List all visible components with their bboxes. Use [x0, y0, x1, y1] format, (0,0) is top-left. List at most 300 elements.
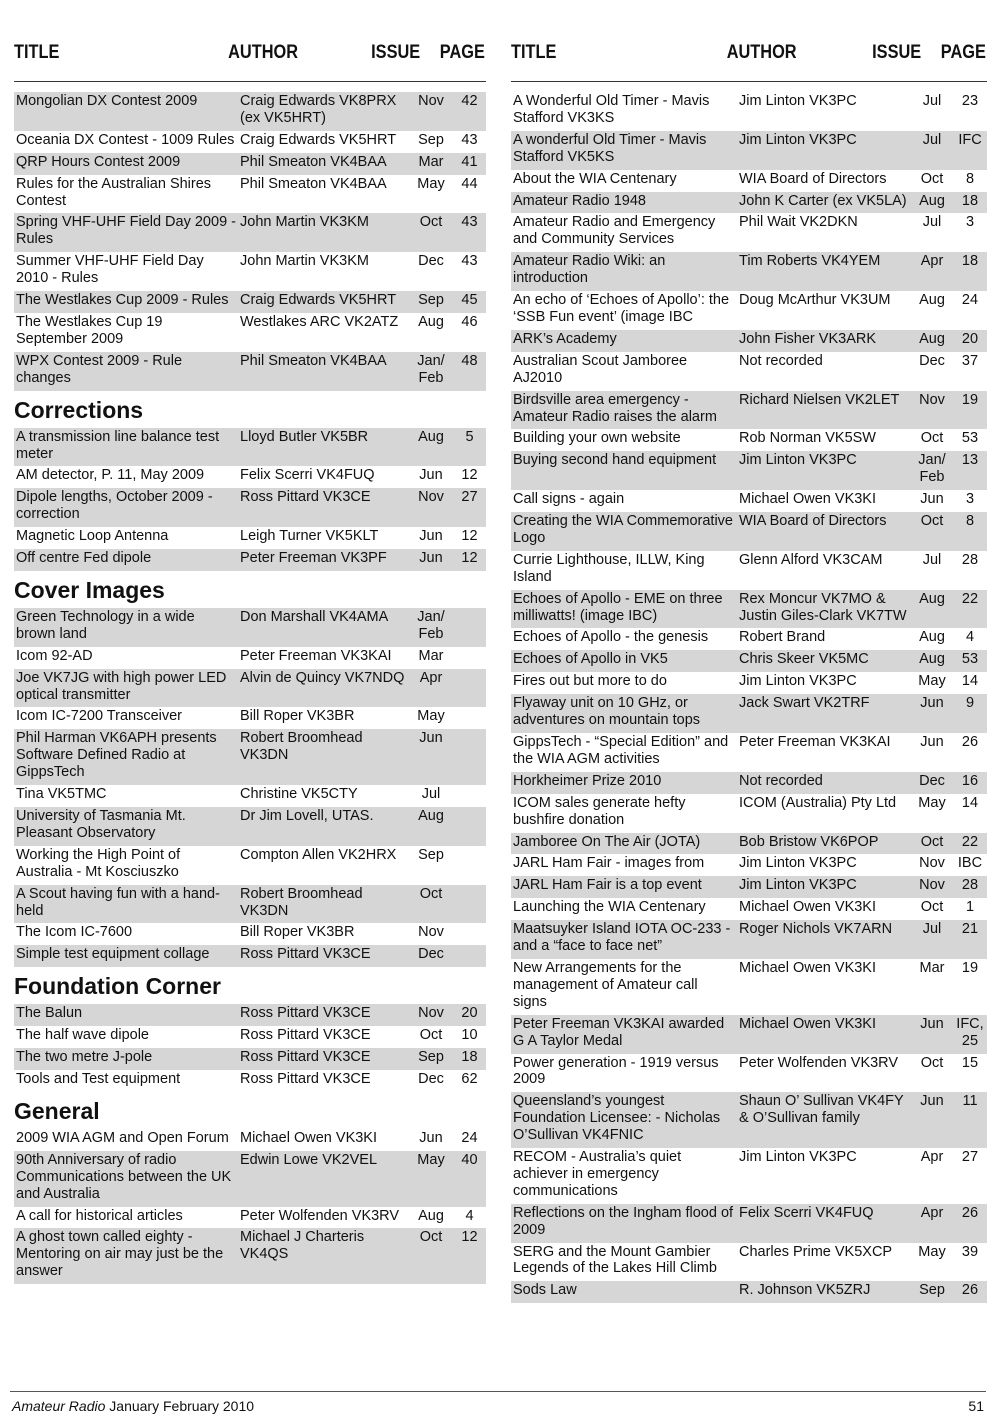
- entry-issue: Oct: [920, 430, 944, 447]
- entry-title: Rules for the Australian Shires Contest: [16, 175, 212, 209]
- entry-author: Phil Smeaton VK4BAA: [240, 175, 387, 192]
- entry-title: Maatsuyker Island IOTA OC-233 - and a “face to face net”: [511, 920, 737, 959]
- section-heading: Foundation Corner: [14, 973, 221, 1000]
- entry-issue: Aug: [409, 807, 453, 846]
- table-row: [14, 1004, 486, 1026]
- right-column: [511, 42, 987, 1303]
- entry-page: 62: [461, 1070, 478, 1087]
- table-row: [14, 92, 486, 131]
- entry-title: Call signs - again: [513, 491, 625, 508]
- entry-author: Not recorded: [737, 772, 911, 794]
- entry-author: Ross Pittard VK3CE: [238, 1048, 409, 1070]
- header-rule: [14, 81, 486, 92]
- entry-title: Working the High Point of Australia - Mt Kosciuszko: [16, 846, 181, 880]
- entry-page: 24: [961, 292, 979, 309]
- entry-author: ICOM (Australia) Pty Ltd: [739, 794, 897, 811]
- entry-page: 28: [961, 551, 979, 568]
- header-page: PAGE: [940, 42, 986, 63]
- entry-page: 3: [965, 214, 975, 231]
- entry-title: Amateur Radio Wiki: an introduction: [511, 252, 737, 291]
- table-row: [14, 313, 486, 352]
- entry-issue: Nov: [409, 1004, 453, 1026]
- entry-author: Don Marshall VK4AMA: [238, 608, 409, 647]
- table-row: [14, 608, 486, 647]
- table-row: [511, 1204, 987, 1243]
- entry-issue: Jun: [911, 1092, 953, 1148]
- entry-author: Craig Edwards VK5HRT: [240, 131, 397, 148]
- entry-title: A Wonderful Old Timer - Mavis Stafford VK3KS: [513, 93, 710, 126]
- entry-page: 39: [961, 1243, 979, 1260]
- entry-author: Rex Moncur VK7MO & Justin Giles-Clark VK7TW: [737, 590, 911, 629]
- entry-page: 40: [453, 1151, 486, 1207]
- table-row: [511, 876, 987, 898]
- entry-page: 15: [961, 1054, 979, 1071]
- entry-page: 4: [965, 629, 975, 646]
- entry-author: Lloyd Butler VK5BR: [238, 428, 409, 467]
- table-row: [14, 923, 486, 945]
- table-row: [511, 330, 987, 352]
- entry-title: WPX Contest 2009 - Rule changes: [14, 352, 238, 391]
- entry-title: Birdsville area emergency - Amateur Radio raises the alarm: [511, 391, 737, 430]
- entry-title: Fires out but more to do: [513, 673, 667, 690]
- entry-issue: Oct: [409, 885, 453, 924]
- entry-title: ARK’s Academy: [511, 330, 737, 352]
- entry-title: Peter Freeman VK3KAI awarded G A Taylor Medal: [511, 1015, 737, 1054]
- entry-author: Robert Broomhead VK3DN: [238, 885, 409, 924]
- header-page: PAGE: [439, 42, 485, 63]
- entry-title: A transmission line balance test meter: [14, 428, 238, 467]
- table-row: [511, 772, 987, 794]
- table-row: [511, 1015, 987, 1054]
- table-row: [14, 729, 486, 785]
- entry-issue: Oct: [911, 512, 953, 551]
- entry-issue: Jun: [419, 1129, 443, 1146]
- entry-page: 13: [953, 451, 987, 490]
- entry-issue: Mar: [409, 153, 453, 175]
- table-row: [511, 1243, 987, 1282]
- table-row: [511, 694, 987, 733]
- entry-title: Echoes of Apollo - EME on three milliwatts! (image IBC): [511, 590, 737, 629]
- header-issue: ISSUE: [872, 42, 922, 63]
- contest-table: [14, 92, 486, 391]
- entry-page: [453, 707, 486, 729]
- table-row: [14, 466, 486, 488]
- entry-title: Jamboree On The Air (JOTA): [511, 833, 737, 855]
- entry-issue: Nov: [409, 92, 453, 131]
- entry-author: John Fisher VK3ARK: [737, 330, 911, 352]
- entry-title: Icom 92-AD: [16, 647, 93, 664]
- entry-issue: Jul: [911, 131, 953, 170]
- entry-title: 90th Anniversary of radio Communications between the UK and Australia: [14, 1151, 238, 1207]
- entry-issue: Jun: [911, 1015, 953, 1054]
- entry-author: Robert Broomhead VK3DN: [238, 729, 409, 785]
- entry-issue: Jul: [421, 786, 441, 803]
- entry-issue: Aug: [911, 590, 953, 629]
- entry-title: GippsTech - “Special Edition” and the WIA AGM activities: [513, 734, 729, 767]
- entry-author: Felix Scerri VK4FUQ: [240, 467, 375, 484]
- entry-page: 23: [961, 93, 979, 109]
- table-row: [511, 451, 987, 490]
- entry-page: 10: [461, 1027, 478, 1044]
- entry-page: 19: [953, 391, 987, 430]
- entry-issue: Aug: [418, 313, 444, 330]
- footer-page-number: 51: [968, 1398, 984, 1414]
- entry-author: Ross Pittard VK3CE: [238, 1004, 409, 1026]
- entry-page: 53: [953, 650, 987, 672]
- entry-title: Flyaway unit on 10 GHz, or adventures on mountain tops: [511, 694, 737, 733]
- entry-title: Oceania DX Contest - 1009 Rules: [16, 131, 235, 148]
- entry-author: Bill Roper VK3BR: [240, 924, 355, 941]
- entry-author: Michael Owen VK3KI: [739, 899, 877, 916]
- entry-issue: May: [918, 794, 946, 811]
- general-continued-table: [511, 92, 987, 1303]
- entry-author: Phil Smeaton VK4BAA: [238, 153, 409, 175]
- table-row: [14, 846, 486, 885]
- entry-author: Peter Wolfenden VK3RV: [739, 1054, 899, 1071]
- table-row: [14, 1026, 486, 1048]
- table-row: [14, 669, 486, 708]
- entry-issue: Aug: [911, 650, 953, 672]
- table-row: [511, 291, 987, 330]
- entry-issue: Jun: [920, 734, 944, 750]
- entry-page: 11: [953, 1092, 987, 1148]
- entry-author: Shaun O’ Sullivan VK4FY & O’Sullivan family: [737, 1092, 911, 1148]
- entry-title: Queensland’s youngest Foundation Licensee: - Nicholas O’Sullivan VK4FNIC: [511, 1092, 737, 1148]
- entry-page: 26: [953, 1204, 987, 1243]
- entry-title: The Icom IC-7600: [16, 924, 133, 941]
- entry-page: 43: [461, 131, 478, 148]
- entry-page: IFC: [953, 131, 987, 170]
- entry-issue: Aug: [919, 629, 945, 646]
- entry-author: WIA Board of Directors: [737, 512, 911, 551]
- entry-title: Power generation - 1919 versus 2009: [513, 1054, 719, 1088]
- entry-page: IFC, 25: [953, 1015, 987, 1054]
- header-issue: ISSUE: [371, 42, 421, 63]
- entry-title: Mongolian DX Contest 2009: [14, 92, 238, 131]
- entry-page: 43: [461, 253, 478, 270]
- entry-author: Michael J Charteris VK4QS: [238, 1228, 409, 1284]
- entry-author: Ross Pittard VK3CE: [238, 945, 409, 967]
- entry-issue: Oct: [920, 1054, 944, 1071]
- entry-title: Creating the WIA Commemorative Logo: [511, 512, 737, 551]
- entry-author: Rob Norman VK5SW: [739, 430, 876, 447]
- entry-title: Summer VHF-UHF Field Day 2010 - Rules: [16, 253, 204, 287]
- entry-title: Amateur Radio and Emergency and Community Services: [513, 214, 716, 248]
- table-row: [14, 131, 486, 153]
- entry-page: [453, 729, 486, 785]
- entry-issue: Jan/ Feb: [409, 352, 453, 391]
- entry-title: Echoes of Apollo in VK5: [511, 650, 737, 672]
- table-row: [511, 551, 987, 590]
- entry-title: An echo of ‘Echoes of Apollo’: the ‘SSB Fun event’ (image IBC: [513, 292, 730, 325]
- entry-issue: Oct: [911, 833, 953, 855]
- entry-page: 1: [965, 899, 975, 916]
- entry-title: Tina VK5TMC: [16, 786, 107, 803]
- entry-title: A wonderful Old Timer - Mavis Stafford VK5KS: [511, 131, 737, 170]
- entry-title: RECOM - Australia’s quiet achiever in emergency communications: [513, 1149, 682, 1199]
- entry-page: [453, 785, 486, 807]
- entry-title: The Balun: [14, 1004, 238, 1026]
- entry-issue: Aug: [911, 330, 953, 352]
- entry-issue: Apr: [409, 669, 453, 708]
- entry-page: 37: [961, 352, 979, 369]
- entry-author: Ross Pittard VK3CE: [240, 1027, 371, 1044]
- entry-issue: Jul: [922, 551, 942, 568]
- entry-author: Peter Freeman VK3KAI: [240, 647, 392, 664]
- entry-issue: Oct: [409, 213, 453, 252]
- right-column-header: [511, 42, 986, 75]
- table-row: [511, 959, 987, 1015]
- entry-title: Off centre Fed dipole: [14, 549, 238, 571]
- entry-issue: Oct: [419, 1027, 443, 1044]
- entry-title: QRP Hours Contest 2009: [14, 153, 238, 175]
- footer-magazine: Amateur Radio: [12, 1398, 106, 1414]
- table-row: [14, 885, 486, 924]
- entry-author: Michael Owen VK3KI: [739, 491, 877, 508]
- entry-page: 8: [953, 512, 987, 551]
- entry-title: Icom IC-7200 Transceiver: [16, 708, 183, 725]
- section-heading: General: [14, 1097, 100, 1124]
- entry-author: Christine VK5CTY: [240, 786, 358, 803]
- entry-title: Simple test equipment collage: [14, 945, 238, 967]
- entry-title: Magnetic Loop Antenna: [16, 528, 169, 545]
- table-row: [511, 833, 987, 855]
- entry-page: 43: [453, 213, 486, 252]
- table-row: [14, 807, 486, 846]
- entry-author: Edwin Lowe VK2VEL: [238, 1151, 409, 1207]
- table-row: [14, 175, 486, 214]
- table-row: [14, 428, 486, 467]
- entry-issue: Jan/ Feb: [911, 451, 953, 490]
- left-column-header: [14, 42, 485, 75]
- entry-page: 18: [953, 252, 987, 291]
- table-row: [14, 488, 486, 527]
- entry-page: 20: [453, 1004, 486, 1026]
- table-row: [14, 1151, 486, 1207]
- table-row: [511, 252, 987, 291]
- header-author: AUTHOR: [726, 42, 797, 63]
- entry-issue: Jun: [911, 694, 953, 733]
- entry-author: Ross Pittard VK3CE: [240, 1070, 371, 1087]
- entry-title: Green Technology in a wide brown land: [14, 608, 238, 647]
- header-title: TITLE: [511, 42, 557, 63]
- section-heading: Cover Images: [14, 576, 165, 603]
- entry-page: 24: [461, 1129, 478, 1146]
- entry-page: 41: [453, 153, 486, 175]
- table-row: [511, 352, 987, 391]
- footer-rule: [10, 1391, 986, 1392]
- entry-author: Jim Linton VK3PC: [739, 855, 857, 872]
- entry-title: 2009 WIA AGM and Open Forum: [16, 1129, 229, 1146]
- entry-page: 9: [953, 694, 987, 733]
- entry-author: Craig Edwards VK8PRX (ex VK5HRT): [238, 92, 409, 131]
- entry-page: 46: [461, 313, 478, 330]
- entry-page: 53: [961, 430, 979, 447]
- entry-title: JARL Ham Fair - images from: [513, 855, 705, 872]
- entry-issue: Sep: [409, 1048, 453, 1070]
- header-rule: [511, 81, 987, 92]
- entry-page: 42: [453, 92, 486, 131]
- table-row: [14, 647, 486, 669]
- entry-title: Joe VK7JG with high power LED optical transmitter: [14, 669, 238, 708]
- entry-author: Charles Prime VK5XCP: [739, 1243, 893, 1260]
- entry-issue: Oct: [920, 170, 944, 187]
- entry-page: 27: [961, 1149, 979, 1166]
- entry-issue: Dec: [911, 772, 953, 794]
- entry-page: 3: [965, 491, 975, 508]
- entry-page: 18: [453, 1048, 486, 1070]
- entry-title: Phil Harman VK6APH presents Software Defined Radio at GippsTech: [14, 729, 238, 785]
- entry-author: Jim Linton VK3PC: [737, 876, 911, 898]
- entry-author: Michael Owen VK3KI: [739, 959, 877, 976]
- entry-issue: Aug: [409, 428, 453, 467]
- entry-issue: Nov: [911, 876, 953, 898]
- entry-issue: Sep: [911, 1281, 953, 1303]
- entry-title: Reflections on the Ingham flood of 2009: [511, 1204, 737, 1243]
- table-row: [511, 131, 987, 170]
- table-row: [14, 785, 486, 807]
- entry-title: AM detector, P. 11, May 2009: [16, 467, 205, 484]
- entry-issue: May: [918, 673, 946, 690]
- entry-page: 18: [953, 192, 987, 214]
- entry-page: IBC: [957, 855, 983, 872]
- entry-title: Tools and Test equipment: [16, 1070, 181, 1087]
- entry-title: University of Tasmania Mt. Pleasant Observatory: [14, 807, 238, 846]
- entry-issue: Dec: [919, 352, 945, 369]
- table-row: [14, 352, 486, 391]
- entry-author: Felix Scerri VK4FUQ: [737, 1204, 911, 1243]
- table-row: [511, 650, 987, 672]
- entry-author: John K Carter (ex VK5LA): [737, 192, 911, 214]
- entry-author: Roger Nichols VK7ARN: [737, 920, 911, 959]
- section-heading: Corrections: [14, 396, 144, 423]
- entry-page: [453, 885, 486, 924]
- entry-page: 26: [961, 734, 979, 750]
- entry-author: Dr Jim Lovell, UTAS.: [238, 807, 409, 846]
- entry-author: Leigh Turner VK5KLT: [240, 528, 379, 545]
- entry-title: Echoes of Apollo - the genesis: [513, 629, 709, 646]
- entry-issue: Dec: [418, 1070, 444, 1087]
- table-row: [511, 391, 987, 430]
- entry-page: 12: [461, 467, 478, 484]
- table-row: [14, 291, 486, 313]
- entry-author: Alvin de Quincy VK7NDQ: [238, 669, 409, 708]
- entry-author: Peter Freeman VK3PF: [238, 549, 409, 571]
- entry-issue: May: [918, 1243, 946, 1260]
- table-row: [14, 1207, 486, 1229]
- entry-author: Jim Linton VK3PC: [739, 1149, 857, 1166]
- entry-page: [453, 608, 486, 647]
- entry-issue: Oct: [920, 899, 944, 916]
- entry-author: Not recorded: [739, 352, 823, 369]
- entry-page: 45: [453, 291, 486, 313]
- entry-issue: Nov: [911, 391, 953, 430]
- entry-page: 5: [453, 428, 486, 467]
- entry-issue: Apr: [911, 1204, 953, 1243]
- entry-author: Compton Allen VK2HRX: [240, 846, 397, 863]
- entry-author: Bill Roper VK3BR: [240, 708, 355, 725]
- table-row: [511, 92, 987, 131]
- entry-issue: Dec: [418, 253, 444, 270]
- entry-title: About the WIA Centenary: [513, 170, 677, 187]
- table-row: [511, 1148, 987, 1204]
- table-row: [511, 512, 987, 551]
- entry-page: [453, 647, 486, 669]
- table-row: [511, 898, 987, 920]
- entry-page: 8: [965, 170, 975, 187]
- entry-title: Building your own website: [513, 430, 681, 447]
- entry-issue: Mar: [418, 647, 444, 664]
- entry-page: 26: [953, 1281, 987, 1303]
- entry-author: Doug McArthur VK3UM: [739, 292, 891, 309]
- entry-author: Peter Freeman VK3KAI: [739, 734, 891, 750]
- entry-author: John Martin VK3KM: [238, 213, 409, 252]
- table-row: [14, 153, 486, 175]
- table-row: [511, 170, 987, 192]
- entry-author: Jim Linton VK3PC: [739, 673, 857, 690]
- entry-page: 44: [461, 175, 478, 192]
- entry-author: Michael Owen VK3KI: [240, 1129, 378, 1146]
- entry-author: WIA Board of Directors: [739, 170, 887, 187]
- entry-page: 27: [453, 488, 486, 527]
- table-row: [511, 590, 987, 629]
- entry-page: 28: [953, 876, 987, 898]
- entry-author: R. Johnson VK5ZRJ: [737, 1281, 911, 1303]
- entry-title: The half wave dipole: [16, 1027, 149, 1044]
- entry-issue: Jun: [409, 729, 453, 785]
- entry-page: [453, 846, 486, 885]
- table-row: [14, 1129, 486, 1151]
- entry-title: The Westlakes Cup 2009 - Rules: [14, 291, 238, 313]
- entry-title: Currie Lighthouse, ILLW, King Island: [513, 551, 705, 585]
- table-row: [14, 252, 486, 291]
- entry-author: John Martin VK3KM: [240, 253, 369, 270]
- entry-page: 22: [953, 833, 987, 855]
- entry-author: Jim Linton VK3PC: [737, 451, 911, 490]
- entry-author: Glenn Alford VK3CAM: [739, 551, 883, 568]
- entry-page: 4: [465, 1207, 474, 1224]
- entry-author: Tim Roberts VK4YEM: [737, 252, 911, 291]
- entry-issue: Jun: [419, 528, 443, 545]
- table-row: [511, 733, 987, 772]
- entry-page: [453, 945, 486, 967]
- entry-issue: Jul: [922, 214, 942, 231]
- entry-issue: Nov: [409, 488, 453, 527]
- entry-issue: Aug: [911, 192, 953, 214]
- entry-issue: Sep: [409, 291, 453, 313]
- entry-title: JARL Ham Fair is a top event: [511, 876, 737, 898]
- table-row: [511, 672, 987, 694]
- entry-title: ICOM sales generate hefty bushfire donation: [513, 794, 686, 828]
- table-row: [14, 549, 486, 571]
- entry-issue: May: [417, 708, 445, 725]
- left-column: [14, 42, 486, 1284]
- entry-issue: Jul: [911, 920, 953, 959]
- table-row: [14, 213, 486, 252]
- entry-issue: Sep: [418, 131, 444, 148]
- entry-page: 48: [453, 352, 486, 391]
- footer-publication: [12, 1398, 254, 1414]
- entry-title: Dipole lengths, October 2009 - correction: [14, 488, 238, 527]
- entry-issue: Jun: [409, 549, 453, 571]
- table-row: [511, 1054, 987, 1093]
- table-row: [511, 1281, 987, 1303]
- entry-issue: Aug: [418, 1207, 444, 1224]
- entry-page: [453, 807, 486, 846]
- entry-title: Spring VHF-UHF Field Day 2009 - Rules: [14, 213, 238, 252]
- entry-page: [453, 923, 486, 945]
- table-row: [511, 628, 987, 650]
